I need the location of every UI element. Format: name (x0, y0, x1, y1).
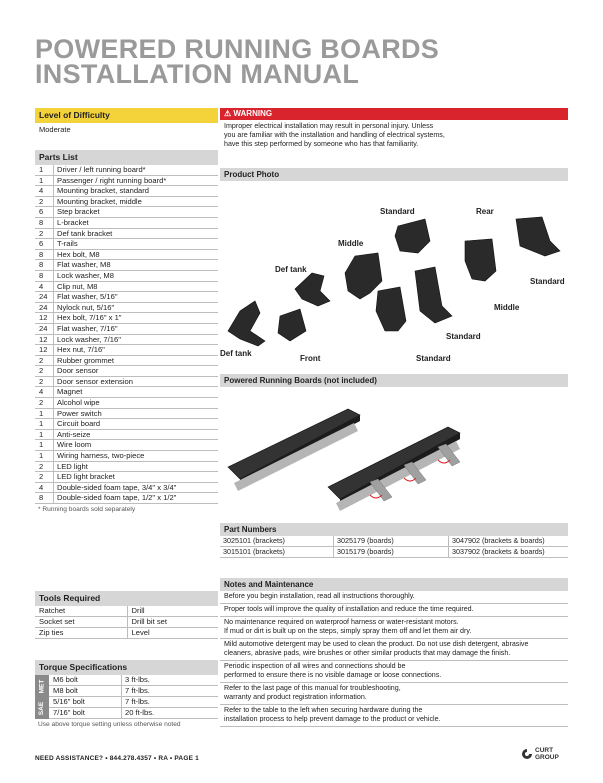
part-desc: Nylock nut, 5/16" (57, 302, 115, 312)
parts-row (35, 303, 218, 314)
part-desc: Alcohol wipe (57, 398, 100, 408)
torque-metric-block (35, 675, 218, 697)
parts-row (35, 377, 218, 388)
parts-row (35, 483, 218, 494)
parts-row (35, 207, 218, 218)
part-desc: Anti-seize (57, 429, 91, 439)
part-qty: 24 (35, 303, 54, 313)
torque-row: 7/16" bolt 20 ft-lbs. (49, 708, 218, 719)
parts-row (35, 493, 218, 504)
label-middle: Middle (338, 239, 364, 248)
parts-row (35, 419, 218, 430)
label-standard: Standard (416, 354, 451, 363)
part-desc: Flat washer, 5/16" (57, 292, 118, 302)
product-photo-section (220, 168, 568, 361)
parts-row (35, 197, 218, 208)
part-desc: Rubber grommet (57, 355, 114, 365)
part-qty: 24 (35, 324, 54, 334)
parts-list (35, 150, 218, 515)
warning-body: Improper electrical installation may result in personal injury. Unless you are familiar with the installation and handling of electrical systems, have this step performed by someone who has that familiarity. (224, 122, 445, 148)
part-desc: Hex bolt, M8 (57, 249, 100, 259)
part-desc: Wire loom (57, 440, 92, 450)
part-qty: 2 (35, 197, 54, 207)
part-desc: Mounting bracket, standard (57, 186, 150, 196)
note-item: No maintenance required on waterproof harness or water-resistant motors. If mud or dirt is built up on the steps, simply spray them off and let them air dry. (220, 617, 568, 639)
warning-triangle-icon: ⚠ (224, 109, 232, 118)
parts-row (35, 409, 218, 420)
part-qty: 12 (35, 345, 54, 355)
part-qty: 2 (35, 356, 54, 366)
parts-note: * Running boards sold separately (38, 506, 136, 513)
parts-row (35, 324, 218, 335)
difficulty-section (35, 108, 218, 137)
torque-row: M8 bolt 7 ft-lbs. (49, 686, 218, 697)
part-qty: 8 (35, 218, 54, 228)
part-qty: 6 (35, 239, 54, 249)
boards-header: Powered Running Boards (not included) (220, 374, 568, 387)
part-desc: T-rails (57, 239, 78, 249)
part-qty: 1 (35, 419, 54, 429)
product-photo-header: Product Photo (220, 168, 568, 181)
part-desc: LED light bracket (57, 472, 115, 482)
notes-list (220, 591, 568, 727)
part-qty: 4 (35, 282, 54, 292)
parts-row (35, 165, 218, 176)
notes-section (220, 578, 568, 727)
torque-section (35, 660, 218, 730)
part-numbers-table: 3025101 (brackets) 3025179 (boards) 3047902 (brackets & boards) 3015101 (brackets) 3015179 (boards) 3037902 (brackets & boards) (220, 536, 568, 558)
part-qty: 4 (35, 387, 54, 397)
part-qty: 1 (35, 165, 54, 175)
part-qty: 2 (35, 472, 54, 482)
difficulty-value: Moderate (39, 125, 71, 134)
note-item: Before you begin installation, read all instructions thoroughly. (220, 591, 568, 604)
tools-row: Zip ties Level (35, 628, 218, 639)
part-desc: Double-sided foam tape, 1/2" x 1/2" (57, 493, 177, 503)
part-qty: 2 (35, 462, 54, 472)
part-desc: LED light (57, 461, 88, 471)
part-desc: Passenger / right running board* (57, 175, 167, 185)
torque-header: Torque Specifications (35, 660, 218, 675)
part-desc: Flat washer, 7/16" (57, 323, 118, 333)
part-qty: 1 (35, 409, 54, 419)
parts-row (35, 313, 218, 324)
parts-row (35, 282, 218, 293)
part-qty: 8 (35, 271, 54, 281)
torque-sae-block (35, 697, 218, 719)
part-qty: 4 (35, 186, 54, 196)
note-item: Refer to the last page of this manual for troubleshooting, warranty and product registration information. (220, 683, 568, 705)
sae-tag: SAE (35, 697, 49, 719)
boards-section (220, 374, 568, 517)
part-desc: Driver / left running board* (57, 165, 146, 174)
page-title: POWERED RUNNING BOARDS INSTALLATION MANUAL (35, 34, 440, 89)
part-qty: 2 (35, 398, 54, 408)
part-qty: 2 (35, 229, 54, 239)
parts-row (35, 260, 218, 271)
tools-header: Tools Required (35, 591, 218, 606)
part-qty: 6 (35, 207, 54, 217)
parts-row (35, 186, 218, 197)
part-numbers-section (220, 523, 568, 558)
part-qty: 1 (35, 176, 54, 186)
part-desc: Def tank bracket (57, 228, 113, 238)
part-qty: 1 (35, 430, 54, 440)
part-desc: Mounting bracket, middle (57, 196, 142, 206)
label-def-tank: Def tank (220, 349, 252, 358)
part-desc: Power switch (57, 408, 102, 418)
note-item: Periodic inspection of all wires and connections should be performed to ensure there is no visible damage or loose connections. (220, 661, 568, 683)
footer-assistance: NEED ASSISTANCE? • 844.278.4357 • RA • PAGE 1 (35, 755, 199, 762)
label-front: Front (300, 354, 321, 363)
difficulty-header: Level of Difficulty (35, 108, 218, 123)
note-item: Mild automotive detergent may be used to clean the product. Do not use dish detergent, abrasive cleaners, abrasive pads, wire brushes or other similar products that may damage the finish. (220, 639, 568, 661)
warning-header: ⚠ WARNING (220, 108, 568, 120)
parts-row (35, 398, 218, 409)
part-qty: 12 (35, 335, 54, 345)
part-desc: Double-sided foam tape, 3/4" x 3/4" (57, 482, 177, 492)
parts-row (35, 430, 218, 441)
part-desc: Lock washer, 7/16" (57, 334, 121, 344)
parts-row (35, 250, 218, 261)
label-middle: Middle (494, 303, 520, 312)
curt-logo-icon (521, 748, 533, 760)
parts-row (35, 218, 218, 229)
part-desc: Clip nut, M8 (57, 281, 98, 291)
part-desc: Flat washer, M8 (57, 260, 111, 270)
part-desc: Magnet (57, 387, 83, 397)
part-desc: Step bracket (57, 207, 100, 217)
note-item: Refer to the table to the left when securing hardware during the installation process to help prevent damage to the product or vehicle. (220, 705, 568, 727)
part-desc: Door sensor extension (57, 376, 133, 386)
part-qty: 24 (35, 292, 54, 302)
parts-row (35, 229, 218, 240)
part-qty: 8 (35, 493, 54, 503)
parts-row (35, 345, 218, 356)
product-photo (220, 181, 568, 361)
parts-list-header: Parts List (35, 150, 218, 165)
label-rear: Rear (476, 207, 494, 216)
part-desc: Hex bolt, 7/16" x 1" (57, 313, 122, 323)
part-qty: 2 (35, 366, 54, 376)
label-standard: Standard (530, 277, 565, 286)
notes-header: Notes and Maintenance (220, 578, 568, 591)
warning-section (220, 108, 568, 151)
label-def-tank: Def tank (275, 265, 307, 274)
part-qty: 2 (35, 377, 54, 387)
parts-row (35, 440, 218, 451)
label-standard: Standard (446, 332, 481, 341)
curt-group-logo: CURT GROUP (521, 747, 559, 761)
parts-rows (35, 165, 218, 504)
parts-row (35, 271, 218, 282)
part-qty: 1 (35, 440, 54, 450)
parts-row (35, 335, 218, 346)
torque-row: M6 bolt 3 ft-lbs. (49, 675, 218, 686)
metric-tag: MET (35, 675, 49, 697)
part-desc: Door sensor (57, 366, 99, 376)
running-boards-illustration (220, 387, 568, 517)
tools-row: Ratchet Drill (35, 606, 218, 617)
parts-row (35, 356, 218, 367)
part-qty: 8 (35, 260, 54, 270)
part-qty: 1 (35, 451, 54, 461)
part-qty: 8 (35, 250, 54, 260)
part-desc: Hex nut, 7/16" (57, 345, 105, 355)
torque-note: Use above torque setting unless otherwise noted (38, 721, 181, 728)
part-desc: Wiring harness, two-piece (57, 451, 145, 461)
part-numbers-header: Part Numbers (220, 523, 568, 536)
parts-row (35, 292, 218, 303)
torque-row: 5/16" bolt 7 ft-lbs. (49, 697, 218, 708)
tools-row: Socket set Drill bit set (35, 617, 218, 628)
note-item: Proper tools will improve the quality of installation and reduce the time required. (220, 604, 568, 617)
part-qty: 12 (35, 313, 54, 323)
tools-section (35, 591, 218, 639)
parts-row (35, 239, 218, 250)
label-standard: Standard (380, 207, 415, 216)
part-desc: Lock washer, M8 (57, 270, 114, 280)
part-desc: Circuit board (57, 419, 101, 429)
part-qty: 4 (35, 483, 54, 493)
parts-row (35, 451, 218, 462)
parts-row (35, 472, 218, 483)
parts-row (35, 387, 218, 398)
parts-row (35, 176, 218, 187)
part-desc: L-bracket (57, 217, 89, 227)
parts-row (35, 462, 218, 473)
parts-row (35, 366, 218, 377)
